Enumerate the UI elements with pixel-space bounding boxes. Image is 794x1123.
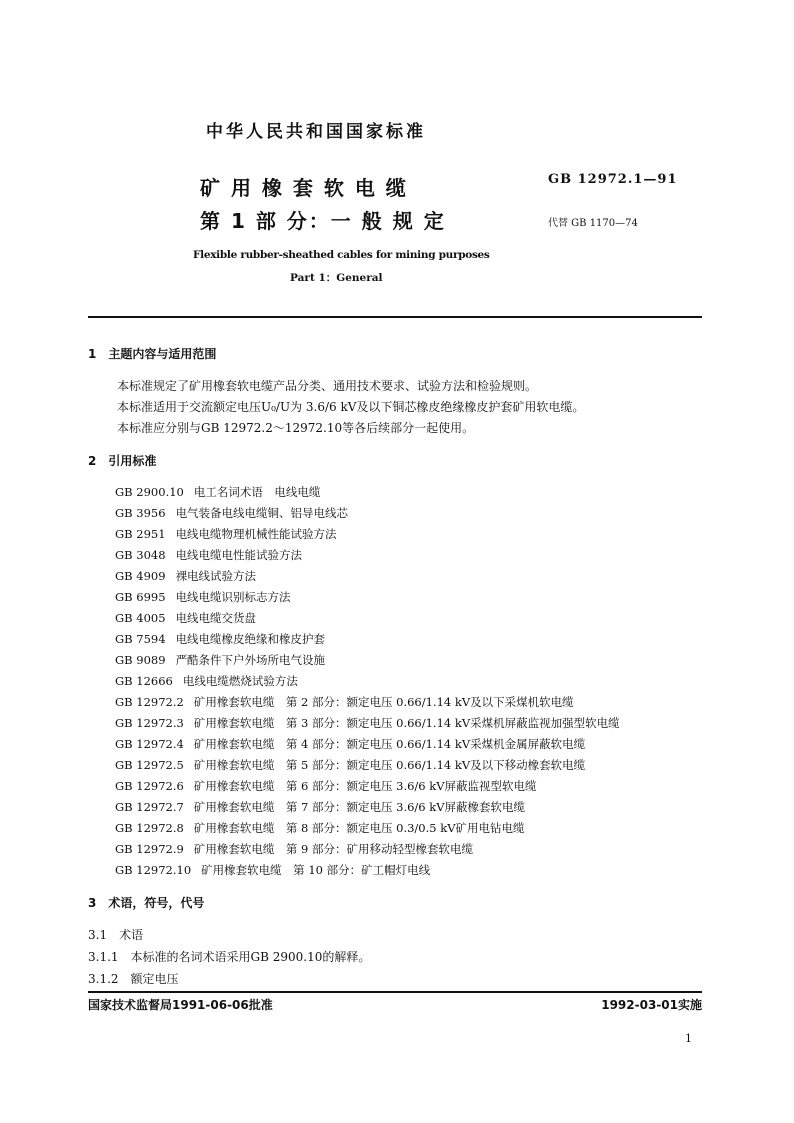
reference-item (115, 715, 620, 731)
section-2-heading: 2 引用标准 (88, 454, 157, 468)
page-number: 1 (685, 1032, 692, 1045)
reference-item (115, 736, 585, 752)
reference-code: GB 12972.10 (115, 863, 192, 877)
reference-item (115, 484, 320, 500)
reference-code: GB 12972.4 (115, 737, 184, 751)
reference-item (115, 547, 302, 563)
reference-code: GB 12972.3 (115, 716, 184, 730)
national-standard-title: 中华人民共和国国家标准 (206, 122, 426, 142)
reference-title: 电气装备电线电缆铜、铝导电线芯 (175, 506, 349, 520)
reference-title: 电工名词术语 电线电缆 (193, 485, 321, 499)
reference-code: GB 12972.6 (115, 779, 184, 793)
reference-code: GB 9089 (115, 653, 166, 667)
reference-title: 电线电缆燃烧试验方法 (182, 674, 298, 688)
reference-title: 裸电线试验方法 (175, 569, 257, 583)
reference-title: 矿用橡套软电缆 第 4 部分：额定电压 0.66/1.14 kV采煤机金属屏蔽软电缆 (193, 737, 586, 751)
reference-code: GB 6995 (115, 590, 166, 604)
english-title: Flexible rubber-sheathed cables for mining purposes (193, 249, 490, 261)
reference-title: 矿用橡套软电缆 第 5 部分：额定电压 0.66/1.14 kV及以下移动橡套软电缆 (193, 758, 586, 772)
footer-divider (88, 991, 702, 993)
reference-title: 矿用橡套软电缆 第 9 部分：矿用移动轻型橡套软电缆 (193, 842, 473, 856)
replaces-standard: 代替 GB 1170—74 (548, 218, 638, 229)
reference-item (115, 610, 256, 626)
reference-title: 矿用橡套软电缆 第 8 部分：额定电压 0.3/0.5 kV矿用电钻电缆 (193, 821, 525, 835)
reference-title: 电线电缆物理机械性能试验方法 (175, 527, 337, 541)
reference-code: GB 4909 (115, 569, 166, 583)
reference-title: 电线电缆识别标志方法 (175, 590, 291, 604)
reference-title: 电线电缆交货盘 (175, 611, 257, 625)
reference-code: GB 4005 (115, 611, 166, 625)
reference-code: GB 7594 (115, 632, 166, 646)
reference-code: GB 12972.5 (115, 758, 184, 772)
document-title-line2: 第 1 部 分：一 般 规 定 (200, 209, 446, 233)
reference-title: 电线电缆电性能试验方法 (175, 548, 303, 562)
reference-code: GB 12972.9 (115, 842, 184, 856)
reference-code: GB 12972.2 (115, 695, 184, 709)
english-part-title: Part 1：General (290, 272, 383, 284)
subsection-3-1: 3.1 术语 (88, 928, 144, 942)
reference-title: 电线电缆橡皮绝缘和橡皮护套 (175, 632, 326, 646)
reference-item (115, 841, 473, 857)
reference-item (115, 820, 525, 836)
section-3-heading: 3 术语，符号，代号 (88, 896, 205, 910)
reference-item (115, 568, 256, 584)
document-title-line1: 矿 用 橡 套 软 电 缆 (200, 176, 408, 200)
reference-item (115, 631, 325, 647)
subsection-3-1-1: 3.1.1 本标准的名词术语采用GB 2900.10的解释。 (88, 950, 371, 964)
section-1-paragraph: 本标准适用于交流额定电压U₀/U为 3.6/6 kV及以下铜芯橡皮绝缘橡皮护套矿用软电缆。 (117, 400, 585, 414)
effective-date: 1992-03-01实施 (601, 998, 702, 1012)
approval-line: 国家技术监督局1991-06-06批准 (88, 998, 273, 1012)
section-1-paragraph: 本标准应分别与GB 12972.2～12972.10等各后续部分一起使用。 (117, 421, 475, 435)
subsection-3-1-2: 3.1.2 额定电压 (88, 972, 179, 986)
reference-title: 矿用橡套软电缆 第 7 部分：额定电压 3.6/6 kV屏蔽橡套软电缆 (193, 800, 526, 814)
reference-item (115, 778, 537, 794)
reference-code: GB 2900.10 (115, 485, 184, 499)
reference-code: GB 3048 (115, 548, 166, 562)
reference-item (115, 673, 298, 689)
reference-code: GB 12666 (115, 674, 173, 688)
header-divider (88, 316, 702, 318)
reference-title: 矿用橡套软电缆 第 3 部分：额定电压 0.66/1.14 kV采煤机屏蔽监视加强型软电缆 (193, 716, 620, 730)
reference-title: 矿用橡套软电缆 第 2 部分：额定电压 0.66/1.14 kV及以下采煤机软电缆 (193, 695, 574, 709)
standard-number: GB 12972.1—91 (548, 172, 678, 187)
reference-item (115, 757, 585, 773)
reference-item (115, 799, 525, 815)
reference-title: 严酷条件下户外场所电气设施 (175, 653, 326, 667)
reference-code: GB 2951 (115, 527, 166, 541)
reference-title: 矿用橡套软电缆 第 6 部分：额定电压 3.6/6 kV屏蔽监视型软电缆 (193, 779, 537, 793)
section-1-paragraph: 本标准规定了矿用橡套软电缆产品分类、通用技术要求、试验方法和检验规则。 (117, 379, 538, 393)
reference-item (115, 526, 337, 542)
reference-code: GB 12972.8 (115, 821, 184, 835)
reference-code: GB 12972.7 (115, 800, 184, 814)
reference-item (115, 862, 430, 878)
reference-item (115, 652, 325, 668)
reference-item (115, 589, 291, 605)
reference-item (115, 505, 348, 521)
reference-item (115, 694, 574, 710)
reference-title: 矿用橡套软电缆 第 10 部分：矿工帽灯电线 (201, 863, 431, 877)
reference-code: GB 3956 (115, 506, 166, 520)
section-1-heading: 1 主题内容与适用范围 (88, 347, 217, 361)
